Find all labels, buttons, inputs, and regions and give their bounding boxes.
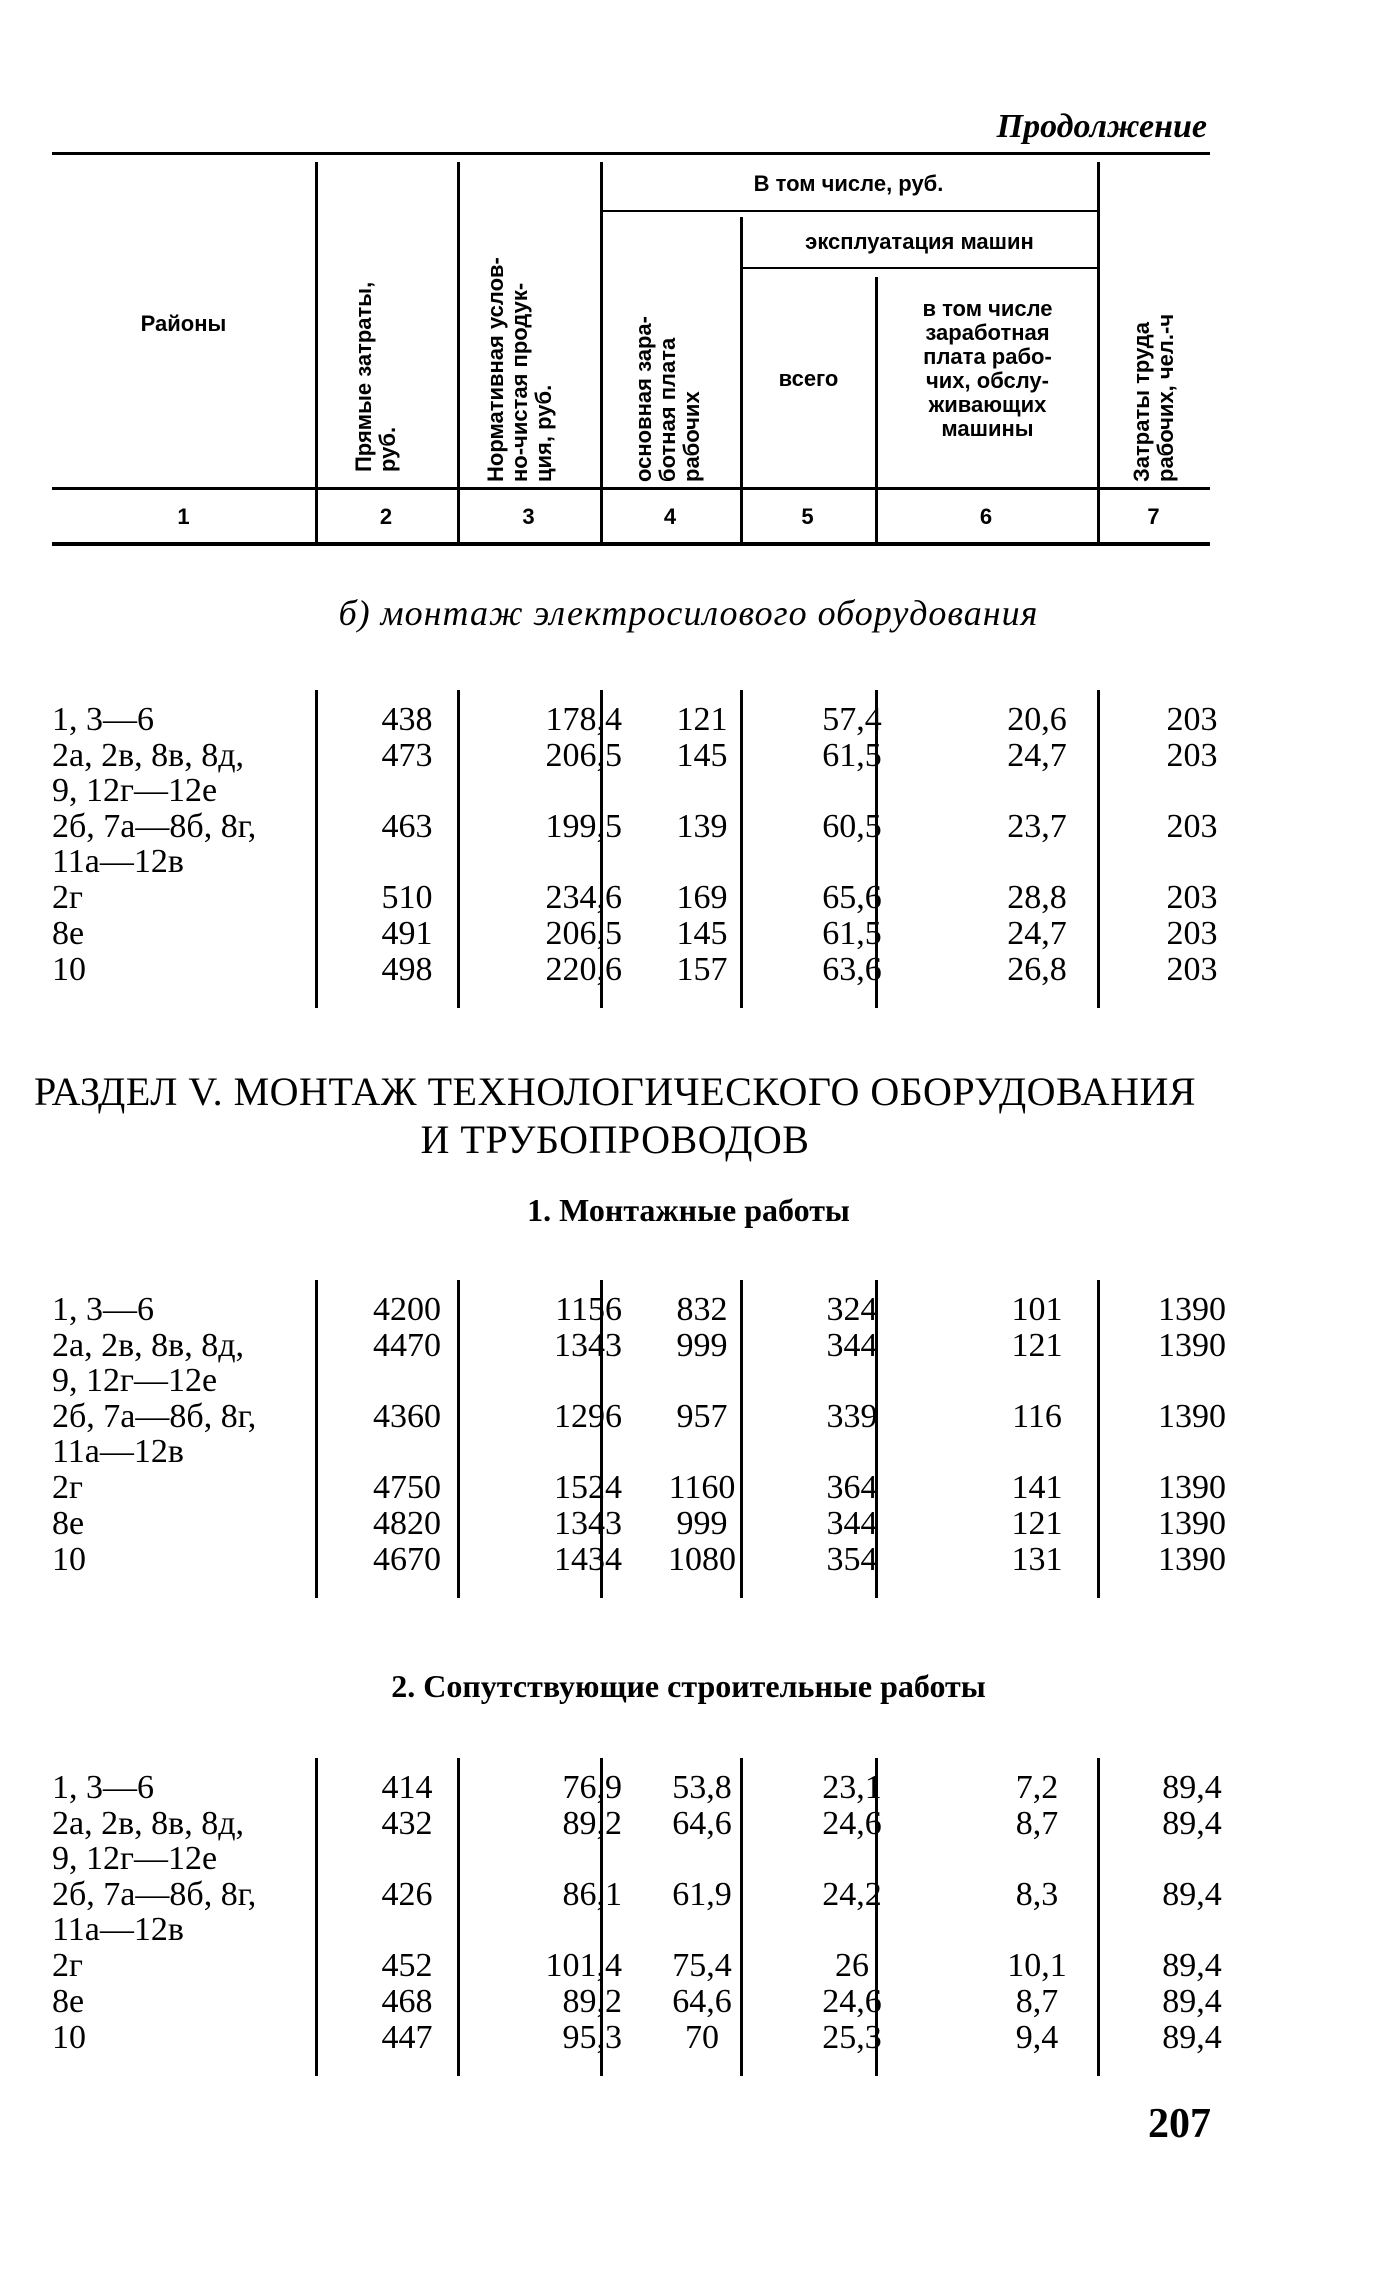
header-bottom-rule: [52, 542, 1210, 546]
value-cell: 426: [381, 1876, 433, 1913]
value-cell: 203: [1166, 879, 1218, 916]
value-cell: 89,4: [1162, 2019, 1222, 2056]
region-cell: 8е: [52, 1983, 85, 2020]
value-cell: 131: [1011, 1541, 1063, 1578]
value-cell: 141: [1011, 1469, 1063, 1506]
header-divider: [457, 162, 460, 542]
value-cell: 64,6: [672, 1983, 732, 2020]
value-cell: 4360: [373, 1398, 441, 1435]
value-cell: 4750: [373, 1469, 441, 1506]
value-cell: 26: [835, 1947, 869, 1984]
value-cell: 1390: [1158, 1327, 1226, 1364]
header-direct-costs: Прямые затраты, руб.: [351, 281, 400, 472]
header-divider: [600, 210, 1097, 212]
value-cell: 23,1: [822, 1769, 882, 1806]
header-total: всего: [778, 366, 839, 391]
value-cell: 7,2: [1015, 1769, 1059, 1806]
value-cell: 89,4: [1162, 1876, 1222, 1913]
header-machine-operation: эксплуатация машин: [805, 229, 1034, 254]
value-cell: 203: [1166, 915, 1218, 952]
value-cell: 24,6: [822, 1805, 882, 1842]
value-cell: 4200: [373, 1291, 441, 1328]
value-cell: 86,1: [562, 1876, 622, 1913]
value-cell: 178,4: [545, 701, 622, 738]
value-cell: 1343: [554, 1505, 622, 1542]
value-cell: 1156: [555, 1291, 622, 1328]
value-cell: 25,3: [822, 2019, 882, 2056]
value-cell: 121: [1011, 1327, 1063, 1364]
value-cell: 468: [381, 1983, 433, 2020]
header-divider: [600, 162, 603, 542]
header-basic-wages: основная зара- ботная плата рабочих: [631, 316, 704, 482]
column-divider: [315, 1280, 318, 1598]
header-machine-wages: в том числе заработная плата рабо- чих, обслу- живающих машины: [922, 296, 1053, 441]
subsection-1-title: 1. Монтажные работы: [527, 1192, 850, 1228]
value-cell: 414: [381, 1769, 433, 1806]
value-cell: 1296: [554, 1398, 622, 1435]
column-number: 2: [379, 504, 393, 529]
value-cell: 116: [1012, 1398, 1062, 1435]
value-cell: 1390: [1158, 1469, 1226, 1506]
region-cell: 2а, 2в, 8в, 8д, 9, 12г—12е: [52, 1805, 244, 1877]
value-cell: 95,3: [562, 2019, 622, 2056]
value-cell: 89,4: [1162, 1947, 1222, 1984]
value-cell: 203: [1166, 701, 1218, 738]
value-cell: 53,8: [672, 1769, 732, 1806]
value-cell: 157: [676, 951, 728, 988]
value-cell: 354: [826, 1541, 878, 1578]
value-cell: 57,4: [822, 701, 882, 738]
section-b-table: [52, 690, 1218, 1008]
value-cell: 220,6: [545, 951, 622, 988]
region-cell: 2б, 7а—8б, 8г, 11а—12в: [52, 1398, 257, 1470]
value-cell: 1390: [1158, 1291, 1226, 1328]
value-cell: 24,7: [1007, 737, 1067, 774]
value-cell: 4670: [373, 1541, 441, 1578]
value-cell: 24,6: [822, 1983, 882, 2020]
value-cell: 8,3: [1015, 1876, 1059, 1913]
value-cell: 89,2: [562, 1805, 622, 1842]
value-cell: 89,2: [562, 1983, 622, 2020]
value-cell: 121: [676, 701, 728, 738]
value-cell: 75,4: [672, 1947, 732, 1984]
value-cell: 510: [381, 879, 433, 916]
region-cell: 1, 3—6: [52, 1291, 154, 1328]
value-cell: 999: [676, 1505, 728, 1542]
value-cell: 491: [381, 915, 433, 952]
value-cell: 61,9: [672, 1876, 732, 1913]
header-including: В том числе, руб.: [753, 171, 944, 196]
value-cell: 203: [1166, 951, 1218, 988]
value-cell: 432: [381, 1805, 433, 1842]
value-cell: 206,5: [545, 915, 622, 952]
column-number: 3: [522, 504, 535, 529]
value-cell: 344: [826, 1327, 878, 1364]
column-number: 6: [979, 504, 993, 529]
value-cell: 438: [381, 701, 433, 738]
column-number: 4: [663, 504, 677, 529]
value-cell: 10,1: [1007, 1947, 1067, 1984]
region-cell: 2а, 2в, 8в, 8д, 9, 12г—12е: [52, 1327, 244, 1399]
header-divider: [1097, 162, 1100, 542]
value-cell: 64,6: [672, 1805, 732, 1842]
column-number: 5: [801, 504, 814, 529]
value-cell: 463: [381, 808, 433, 845]
value-cell: 65,6: [822, 879, 882, 916]
value-cell: 339: [826, 1398, 878, 1435]
subsection-2-title: 2. Сопутствующие строительные работы: [391, 1668, 986, 1704]
region-cell: 10: [52, 951, 86, 988]
header-divider: [742, 267, 1097, 269]
value-cell: 139: [676, 808, 728, 845]
column-divider: [315, 1758, 318, 2076]
value-cell: 1160: [668, 1469, 736, 1506]
value-cell: 452: [381, 1947, 433, 1984]
value-cell: 1390: [1158, 1398, 1226, 1435]
region-cell: 2г: [52, 879, 83, 916]
column-number: 1: [177, 504, 190, 529]
value-cell: 473: [381, 737, 433, 774]
value-cell: 999: [676, 1327, 728, 1364]
header-top-rule: [52, 152, 1210, 155]
value-cell: 24,7: [1007, 915, 1067, 952]
value-cell: 1524: [554, 1469, 622, 1506]
value-cell: 364: [826, 1469, 878, 1506]
value-cell: 234,6: [545, 879, 622, 916]
value-cell: 89,4: [1162, 1769, 1222, 1806]
value-cell: 1390: [1158, 1505, 1226, 1542]
region-cell: 10: [52, 1541, 86, 1578]
value-cell: 61,5: [822, 915, 882, 952]
region-cell: 2б, 7а—8б, 8г, 11а—12в: [52, 808, 257, 880]
value-cell: 957: [676, 1398, 728, 1435]
header-mid-rule: [52, 487, 1210, 490]
header-normative-product: Нормативная услов- но-чистая продук- ция, руб.: [483, 257, 556, 482]
section-v-title-line1: РАЗДЕЛ V. МОНТАЖ ТЕХНОЛОГИЧЕСКОГО ОБОРУДОВАНИЯ: [33, 1069, 1197, 1114]
region-cell: 2а, 2в, 8в, 8д, 9, 12г—12е: [52, 737, 244, 809]
region-cell: 8е: [52, 915, 85, 952]
value-cell: 169: [676, 879, 728, 916]
value-cell: 206,5: [545, 737, 622, 774]
value-cell: 121: [1011, 1505, 1063, 1542]
value-cell: 101: [1011, 1291, 1063, 1328]
value-cell: 324: [826, 1291, 878, 1328]
region-cell: 2б, 7а—8б, 8г, 11а—12в: [52, 1876, 257, 1948]
value-cell: 4820: [373, 1505, 441, 1542]
header-divider: [315, 162, 318, 542]
value-cell: 28,8: [1007, 879, 1067, 916]
value-cell: 24,2: [822, 1876, 882, 1913]
table-header: [52, 152, 1210, 547]
value-cell: 203: [1166, 808, 1218, 845]
value-cell: 447: [381, 2019, 433, 2056]
value-cell: 9,4: [1015, 2019, 1059, 2056]
region-cell: 8е: [52, 1505, 85, 1542]
value-cell: 23,7: [1007, 808, 1067, 845]
value-cell: 89,4: [1162, 1805, 1222, 1842]
value-cell: 76,9: [562, 1769, 622, 1806]
value-cell: 8,7: [1015, 1983, 1059, 2020]
value-cell: 199,5: [545, 808, 622, 845]
column-number: 7: [1147, 504, 1160, 529]
value-cell: 145: [676, 737, 728, 774]
value-cell: 8,7: [1015, 1805, 1059, 1842]
value-cell: 145: [676, 915, 728, 952]
region-cell: 1, 3—6: [52, 1769, 154, 1806]
value-cell: 344: [826, 1505, 878, 1542]
value-cell: 1434: [554, 1541, 622, 1578]
page-number: 207: [1148, 2101, 1211, 2147]
value-cell: 63,6: [822, 951, 882, 988]
value-cell: 61,5: [822, 737, 882, 774]
value-cell: 20,6: [1007, 701, 1067, 738]
value-cell: 26,8: [1007, 951, 1067, 988]
value-cell: 1080: [668, 1541, 736, 1578]
section-b-title: б) монтаж электросилового оборудования: [338, 593, 1039, 633]
value-cell: 832: [676, 1291, 728, 1328]
value-cell: 70: [685, 2019, 719, 2056]
region-cell: 10: [52, 2019, 86, 2056]
continuation-label: Продолжение: [996, 108, 1207, 145]
value-cell: 101,4: [545, 1947, 622, 1984]
region-cell: 1, 3—6: [52, 701, 154, 738]
region-cell: 2г: [52, 1947, 83, 1984]
value-cell: 498: [381, 951, 433, 988]
subsection-2-table: [52, 1758, 1222, 2076]
value-cell: 89,4: [1162, 1983, 1222, 2020]
value-cell: 1343: [554, 1327, 622, 1364]
header-regions: Районы: [140, 311, 227, 336]
value-cell: 60,5: [822, 808, 882, 845]
region-cell: 2г: [52, 1469, 83, 1506]
header-labor-costs: Затраты труда рабочих, чел.-ч: [1129, 313, 1178, 482]
subsection-1-table: [52, 1280, 1226, 1598]
value-cell: 4470: [373, 1327, 441, 1364]
section-v-title-line2: И ТРУБОПРОВОДОВ: [420, 1117, 810, 1162]
value-cell: 203: [1166, 737, 1218, 774]
column-divider: [315, 690, 318, 1008]
value-cell: 1390: [1158, 1541, 1226, 1578]
